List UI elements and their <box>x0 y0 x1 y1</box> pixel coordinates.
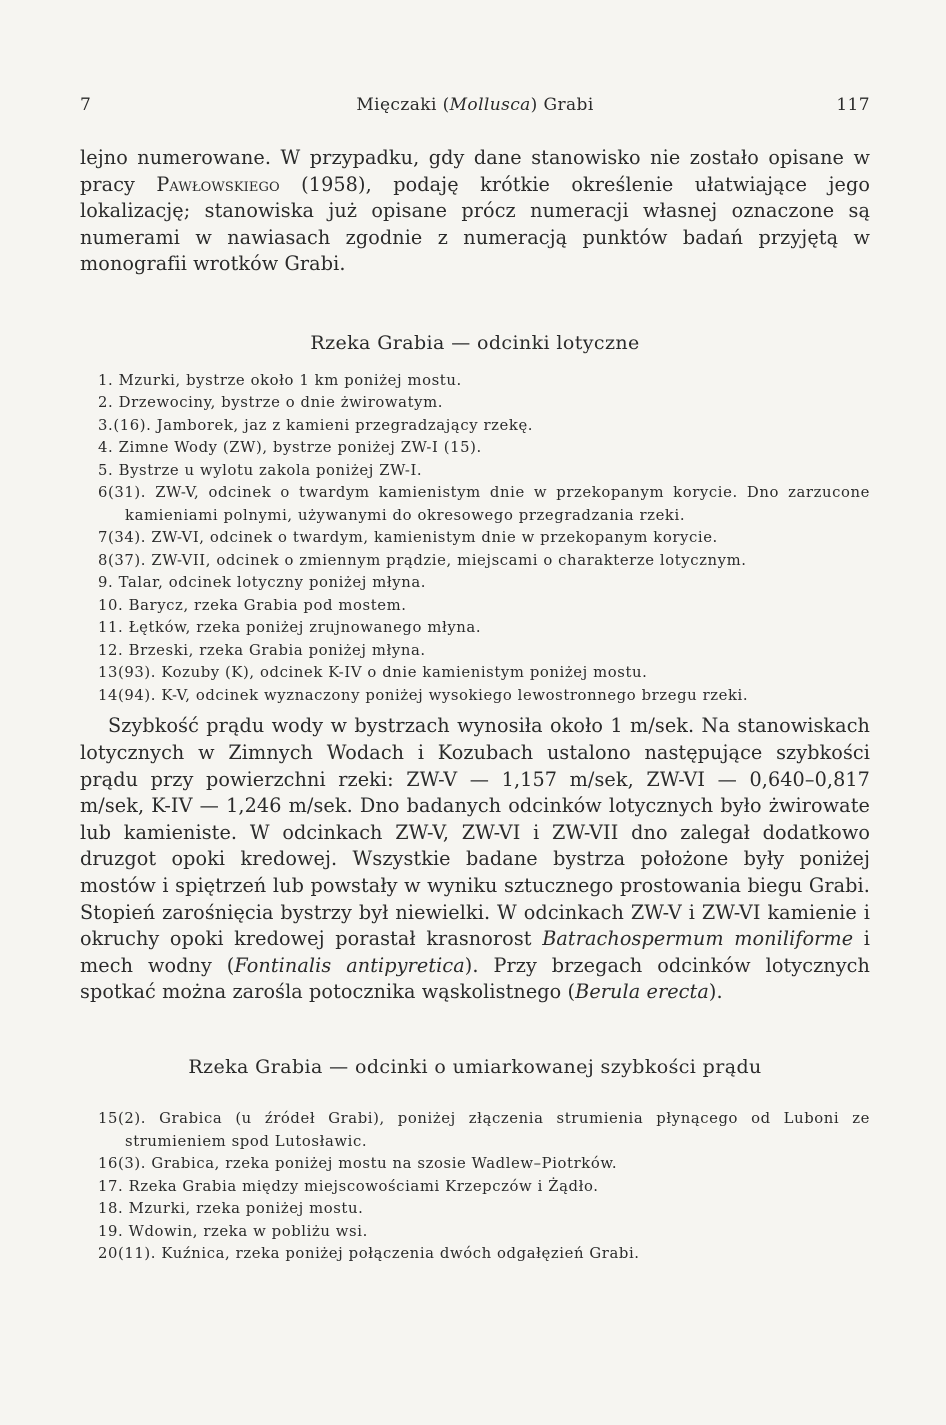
para2-text-3: ). Przy brzegach odcinków lotycznych spotkać można zarośla potocznika wąskolistnego ( <box>80 953 870 1004</box>
list-item: 4. Zimne Wody (ZW), bystrze poniżej ZW-I (15). <box>98 439 482 457</box>
para2-text-1: Szybkość prądu wody w bystrzach wynosiła około 1 m/sek. Na stanowiskach lotycznych w Zimnych Wodach i Kozubach ustalono następujące szybkości prądu przy powierzchni rzeki: ZW-V — 1,157 m/sek, ZW-VI — 0,640–0,817 m/sek, K-IV — 1,246 m/sek. Dno badanych odcinków lotycznych było żwirowate lub kamieniste. W odcinkach ZW-V, ZW-VI i ZW-VII dno zalegał dodatkowo druzgot opoki kredowej. Wszystkie badane bystrza położone były poniżej mostów i spiętrzeń lub powstały w wyniku sztucznego prostowania biegu Grabi. Stopień zarośnięcia bystrzy był niewielki. W odcinkach ZW-V i ZW-VI kamienie i okruchy opoki kredowej porastał krasnorost <box>80 714 870 951</box>
list-item: 18. Mzurki, rzeka poniżej mostu. <box>98 1200 364 1217</box>
section-heading-lotic: Rzeka Grabia — odcinki lotyczne <box>310 331 640 354</box>
list-item: 16(3). Grabica, rzeka poniżej mostu na szosie Wadlew–Piotrków. <box>98 1155 618 1172</box>
list-item: 9. Talar, odcinek lotyczny poniżej młyna. <box>98 574 427 592</box>
page-body <box>80 145 870 1266</box>
intro-text-1: lejno numerowane. W przypadku, gdy dane stanowisko nie zostało opisane w pracy <box>80 146 870 196</box>
site-list-moderate <box>80 1108 870 1266</box>
running-title <box>80 95 870 115</box>
para2-text-2: i mech wodny ( <box>80 927 871 977</box>
list-item: 19. Wdowin, rzeka w pobliżu wsi. <box>98 1222 368 1240</box>
list-item: 7(34). ZW-VI, odcinek o twardym, kamienistym dnie w przekopanym korycie. <box>98 529 718 547</box>
list-item: 12. Brzeski, rzeka Grabia poniżej młyna. <box>98 641 426 659</box>
list-item: 6(31). ZW-V, odcinek o twardym kamienistym dnie w przekopanym korycie. Dno zarzucone kamieniami polnymi, używanymi do okresowego przegradzania rzeki. <box>98 484 870 524</box>
species-fontinalis: Fontinalis antipyretica <box>234 953 465 977</box>
list-item: 8(37). ZW-VII, odcinek o zmiennym prądzie, miejscami o charakterze lotycznym. <box>98 551 747 569</box>
list-item: 14(94). K-V, odcinek wyznaczony poniżej wysokiego lewostronnego brzegu rzeki. <box>98 686 749 704</box>
running-title-prefix: Mięczaki ( <box>356 95 450 115</box>
page-number: 117 <box>836 95 870 115</box>
list-item: 15(2). Grabica (u źródeł Grabi), poniżej złączenia strumienia płynącego od Luboni ze strumieniem spod Lutosławic. <box>98 1110 870 1150</box>
current-speed-paragraph <box>80 713 870 1006</box>
list-item: 13(93). Kozuby (K), odcinek K-IV o dnie kamienistym poniżej mostu. <box>98 664 648 682</box>
list-item: 17. Rzeka Grabia między miejscowościami Krzepczów i Żądło. <box>98 1177 599 1195</box>
para2-text-4: ). <box>708 980 723 1004</box>
list-item: 20(11). Kuźnica, rzeka poniżej połączenia dwóch odgałęzień Grabi. <box>98 1245 640 1262</box>
list-item: 3.(16). Jamborek, jaz z kamieni przegradzający rzekę. <box>98 416 534 434</box>
author-name: Pawłowskiego <box>156 172 280 196</box>
running-title-italic: Mollusca <box>449 95 531 115</box>
list-item: 1. Mzurki, bystrze około 1 km poniżej mostu. <box>98 371 462 389</box>
species-berula: Berula erecta <box>575 980 709 1004</box>
list-item: 11. Łętków, rzeka poniżej zrujnowanego młyna. <box>98 619 482 637</box>
species-batrachospermum: Batrachospermum moniliforme <box>542 927 854 951</box>
intro-paragraph <box>80 145 870 278</box>
site-list-lotic <box>80 370 870 708</box>
list-item: 10. Barycz, rzeka Grabia pod mostem. <box>98 596 407 614</box>
running-title-suffix: ) Grabi <box>530 95 594 115</box>
intro-text-2: (1958), podaję krótkie określenie ułatwiające jego lokalizację; stanowiska już opisane prócz numeracji własnej oznaczone są numerami w nawiasach zgodnie z numeracją punktów badań przyjętą w monografii wrotków Grabi. <box>80 172 870 276</box>
list-item: 5. Bystrze u wylotu zakola poniżej ZW-I. <box>98 461 423 479</box>
section-heading-moderate: Rzeka Grabia — odcinki o umiarkowanej szybkości prądu <box>188 1056 762 1078</box>
chapter-number: 7 <box>80 95 92 115</box>
list-item: 2. Drzewociny, bystrze o dnie żwirowatym. <box>98 394 444 412</box>
